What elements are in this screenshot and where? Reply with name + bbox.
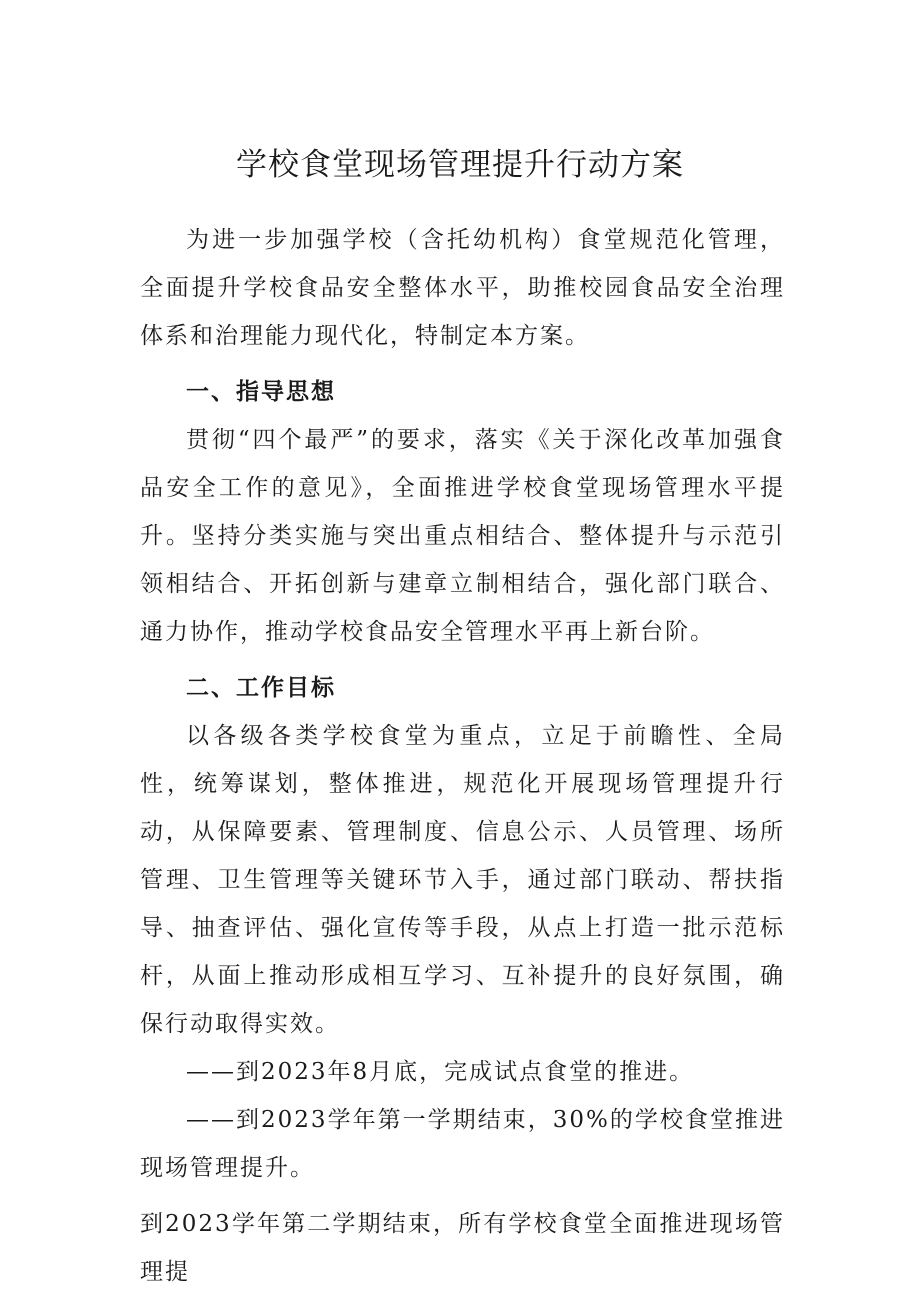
section-heading-guiding-ideology: 一、指导思想 (186, 379, 336, 405)
document-title: 学校食堂现场管理提升行动方案 (236, 147, 684, 183)
spacer (140, 656, 785, 664)
document-body (140, 216, 785, 1296)
spacer (140, 1192, 785, 1200)
work-goals-paragraph: 以各级各类学校食堂为重点，立足于前瞻性、全局性，统筹谋划，整体推进，规范化开展现场管理提升行动，从保障要素、管理制度、信息公示、人员管理、场所管理、卫生管理等关键环节入手，通过部门联动、帮扶指导、抽查评估、强化宣传等手段，从点上打造一批示范标杆，从面上推动形成相互学习、互补提升的良好氛围，确保行动取得实效。 (140, 723, 785, 1037)
intro-paragraph: 为进一步加强学校（含托幼机构）食堂规范化管理，全面提升学校食品安全整体水平，助推校园食品安全治理体系和治理能力现代化，特制定本方案。 (140, 227, 785, 349)
goal-item-2: ——到2023学年第一学期结束，30%的学校食堂推进现场管理提升。 (140, 1107, 785, 1181)
guiding-ideology-paragraph: 贯彻“四个最严”的要求，落实《关于深化改革加强食品安全工作的意见》，全面推进学校食堂现场管理水平提升。坚持分类实施与突出重点相结合、整体提升与示范引领相结合、开拓创新与建章立制相结合，强化部门联合、通力协作，推动学校食品安全管理水平再上新台阶。 (140, 427, 785, 645)
goal-item-3: 到2023学年第二学期结束，所有学校食堂全面推进现场管理提 (140, 1211, 785, 1285)
spacer (140, 360, 785, 368)
goal-item-1: ——到2023年8月底，完成试点食堂的推进。 (186, 1059, 695, 1085)
section-heading-work-goals: 二、工作目标 (186, 675, 336, 701)
